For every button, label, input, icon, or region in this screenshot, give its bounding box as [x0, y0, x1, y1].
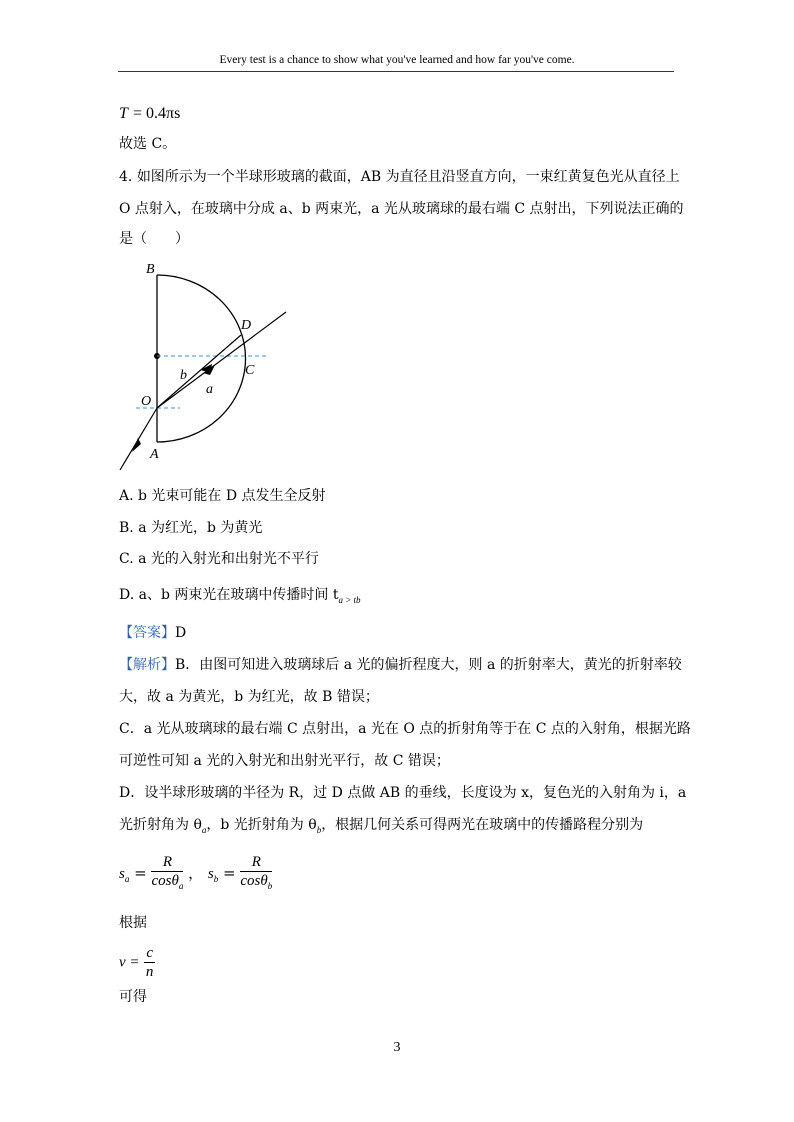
prev-choice: 故选 C。: [119, 136, 177, 152]
page-header: Every test is a chance to show what you've learned and how far you've come.: [219, 54, 575, 66]
sb-symbol: $s_b$: [207, 866, 219, 884]
label-C: C: [245, 363, 255, 378]
hemisphere-figure: [110, 255, 300, 475]
question-line-3: 是（ ）: [119, 231, 189, 247]
analysis-tag: 【解析】: [119, 657, 175, 673]
page-number: 3: [393, 1040, 401, 1055]
analysis-line-2: 大，故 a 为黄光，b 为红光，故 B 错误；: [119, 689, 379, 705]
option-d-text: D. a、b 两束光在玻璃中传播时间 t: [119, 587, 339, 603]
incident-arrow: [132, 438, 141, 452]
label-A: A: [150, 447, 159, 462]
label-D: D: [241, 318, 252, 333]
ray-b: [157, 335, 241, 408]
path-length-formula: $s_a$ = $\frac{R}{\cos\theta_a}$ ， $s_b$ = $\frac{R}{\cos\theta_b}$: [119, 853, 272, 895]
option-d: [119, 585, 361, 610]
analysis-line-5: D．设半球形玻璃的半径为 R，过 D 点做 AB 的垂线，长度设为 x，复色光的入射角为 i，a: [119, 785, 687, 801]
answer-tag: 【答案】: [119, 625, 175, 641]
semicircle-arc: [157, 275, 246, 442]
question-line-2: O 点射入，在玻璃中分成 a、b 两束光，a 光从玻璃球的最右端 C 点射出，下列说法正确的: [119, 201, 684, 217]
period-value: = 0.4πs: [133, 105, 181, 122]
option-b: B. a 为红光，b 为黄光: [119, 520, 263, 536]
analysis-line-4: 可逆性可知 a 光的入射光和出射光平行，故 C 错误；: [119, 753, 450, 769]
label-B: B: [146, 262, 155, 277]
option-c: C. a 光的入射光和出射光不平行: [119, 551, 319, 567]
velocity-formula: v = $\frac{c}{n}$: [119, 945, 154, 980]
theta-sub-a: a: [201, 824, 207, 835]
label-a: a: [206, 382, 213, 397]
option-d-ineq: a > tb: [338, 594, 361, 605]
theta-sub-b: b: [316, 824, 322, 835]
analysis-line-1: [119, 655, 682, 675]
velocity-fraction: $\frac{c}{n}$: [145, 945, 154, 980]
ray-a: [157, 312, 286, 408]
period-equation: [119, 103, 180, 124]
answer-value: D: [175, 625, 187, 641]
analysis-line-6: 光折射角为 $\theta_a$，b 光折射角为 $\theta_b$，根据几何关系可得两光在玻璃中的传播路程分别为: [119, 817, 644, 835]
sa-symbol: $s_a$: [119, 866, 130, 884]
answer-line: [119, 623, 186, 643]
question-line-1: [119, 167, 680, 187]
analysis-line-3: C．a 光从玻璃球的最右端 C 点射出，a 光在 O 点的折射角等于在 C 点的入射角，根据光路: [119, 721, 691, 737]
question-number: 4.: [119, 169, 133, 185]
label-O: O: [141, 394, 152, 409]
period-symbol: T: [119, 105, 128, 122]
kede-text: 可得: [119, 989, 147, 1005]
option-a: A. b 光束可能在 D 点发生全反射: [119, 488, 326, 504]
header-rule: [118, 71, 674, 72]
sb-fraction: $\frac{R}{\cos\theta_b}$: [240, 854, 273, 891]
label-b: b: [180, 368, 187, 383]
genju-text: 根据: [119, 915, 147, 931]
option-d-sub-b: b: [356, 594, 361, 605]
sa-fraction: $\frac{R}{\cos\theta_a}$: [151, 854, 184, 891]
question-text-1: 如图所示为一个半球形玻璃的截面，AB 为直径且沿竖直方向，一束红黄复色光从直径上: [136, 169, 680, 185]
analysis-text-1: B．由图可知进入玻璃球后 a 光的偏折程度大，则 a 的折射率大，黄光的折射率较: [175, 657, 682, 673]
